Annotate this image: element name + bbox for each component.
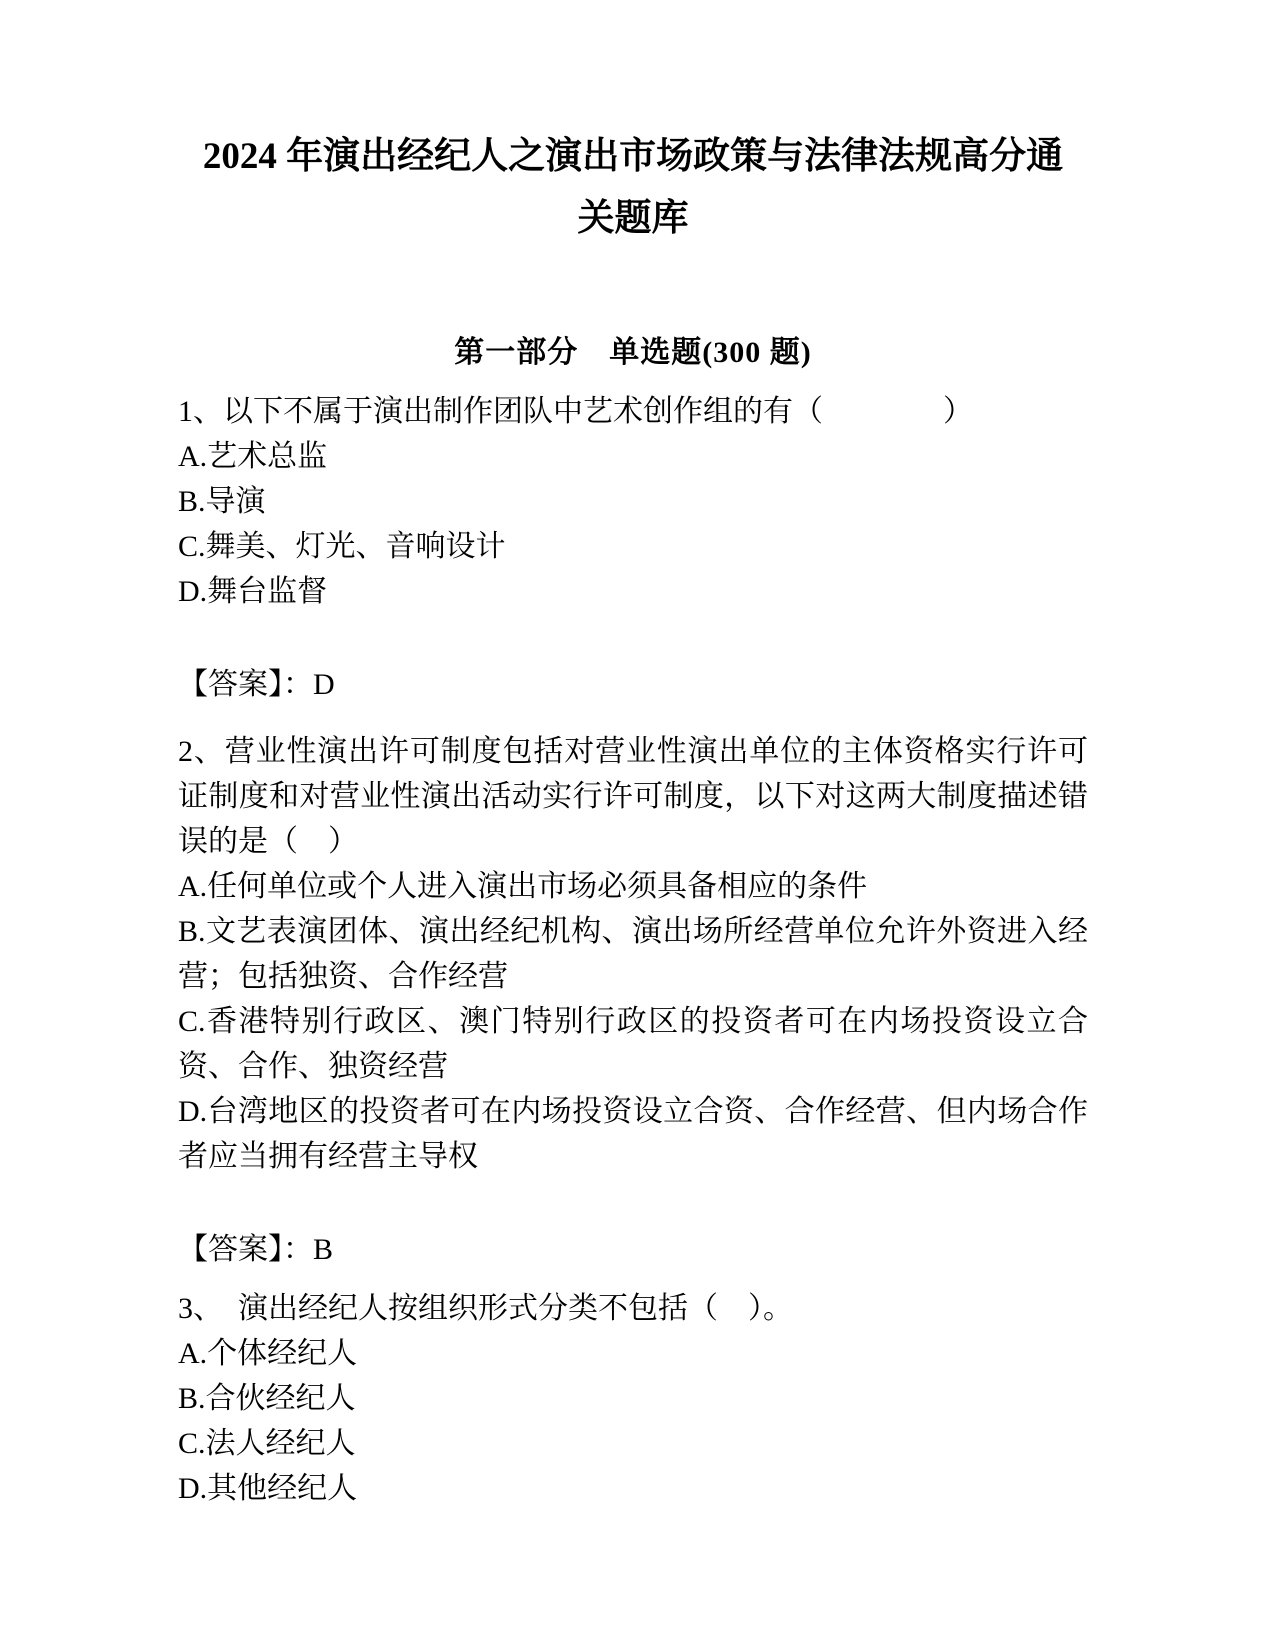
question-2-option-c: C.香港特别行政区、澳门特别行政区的投资者可在内场投资设立合资、合作、独资经营 [178, 1005, 1088, 1083]
document-title [178, 126, 1088, 250]
question-2-option-b: B.文艺表演团体、演出经纪机构、演出场所经营单位允许外资进入经营；包括独资、合作经营 [178, 915, 1088, 993]
question-1-option-b: B.导演 [178, 485, 266, 518]
question-1-option-c: C.舞美、灯光、音响设计 [178, 530, 506, 563]
question-block-2 [178, 729, 1088, 1179]
question-3-option-a: A.个体经纪人 [178, 1337, 358, 1370]
question-2-option-a: A.任何单位或个人进入演出市场必须具备相应的条件 [178, 870, 868, 903]
question-1-answer: 【答案】：D [178, 668, 335, 701]
question-block-3 [178, 1286, 1088, 1511]
question-block-1 [178, 389, 1088, 614]
document-title-line-2: 关题库 [577, 198, 689, 239]
question-2-option-d: D.台湾地区的投资者可在内场投资设立合资、合作经营、但内场合作者应当拥有经营主导权 [178, 1095, 1088, 1173]
question-2-text: 2、营业性演出许可制度包括对营业性演出单位的主体资格实行许可证制度和对营业性演出活动实行许可制度，以下对这两大制度描述错误的是（ ） [178, 735, 1088, 858]
question-1-option-a: A.艺术总监 [178, 440, 328, 473]
question-1-text: 1、以下不属于演出制作团队中艺术创作组的有（ ） [178, 395, 973, 428]
document-title-line-1: 2024 年演出经纪人之演出市场政策与法律法规高分通 [202, 136, 1064, 177]
question-3-option-c: C.法人经纪人 [178, 1427, 356, 1460]
question-2-answer: 【答案】：B [178, 1233, 334, 1266]
question-3-option-d: D.其他经纪人 [178, 1472, 358, 1505]
section-header: 第一部分 单选题(300 题) [454, 336, 812, 369]
question-3-option-b: B.合伙经纪人 [178, 1382, 356, 1415]
question-3-text: 3、 演出经纪人按组织形式分类不包括（ ）。 [178, 1292, 793, 1325]
question-1-option-d: D.舞台监督 [178, 575, 328, 608]
